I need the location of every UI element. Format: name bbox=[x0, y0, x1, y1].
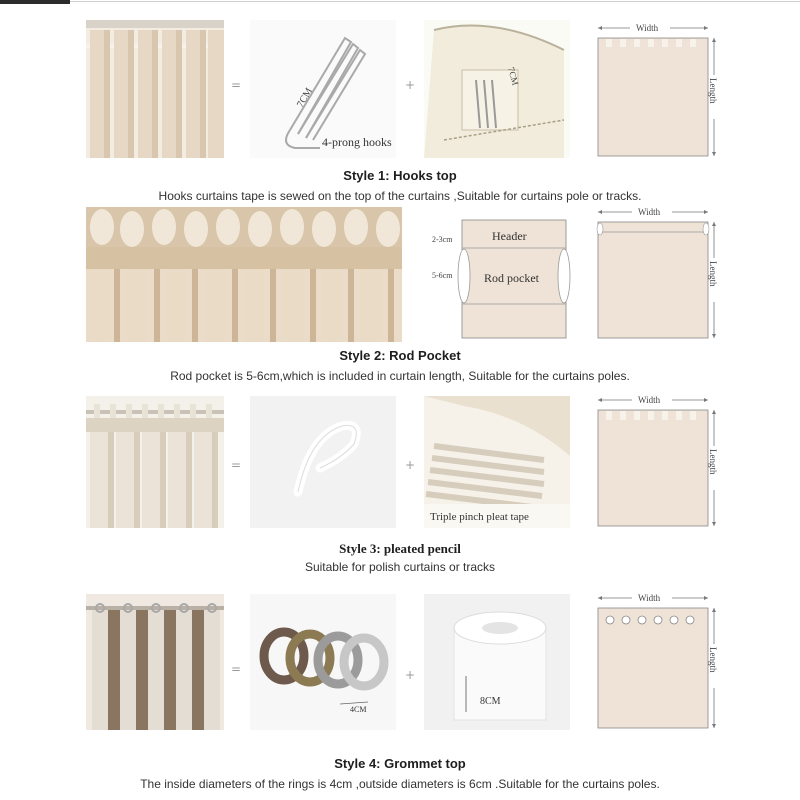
style-3-description: Suitable for polish curtains or tracks bbox=[304, 560, 496, 574]
style-4-size-diagram bbox=[596, 592, 722, 730]
length-label: Length bbox=[708, 78, 718, 104]
equals-sign: = bbox=[231, 78, 242, 92]
width-label: Width bbox=[638, 395, 661, 405]
pleat-tape-label: Triple pinch pleat tape bbox=[430, 511, 529, 523]
style-4-curtain-photo bbox=[86, 594, 224, 730]
style-2-title: Style 2: Rod Pocket bbox=[339, 348, 461, 363]
tape-size-label: 8CM bbox=[480, 696, 501, 707]
style-4-description: The inside diameters of the rings is 4cm ,outside diameters is 6cm .Suitable for the curtains poles. bbox=[140, 777, 660, 791]
style-1-hook-photo bbox=[250, 20, 396, 158]
style-3-title: Style 3: pleated pencil bbox=[339, 541, 461, 556]
header-label: Header bbox=[492, 229, 527, 243]
style-2-curtain-photo bbox=[86, 207, 402, 342]
hook-name-label: 4-prong hooks bbox=[322, 135, 392, 149]
hook-size-label: 7CM bbox=[295, 86, 315, 110]
top-divider bbox=[0, 0, 800, 4]
plus-sign: + bbox=[405, 458, 416, 472]
pocket-size-label: 5-6cm bbox=[432, 271, 453, 280]
style-2-rod-pocket-diagram bbox=[430, 216, 578, 342]
tape-size-label: 7CM bbox=[506, 65, 521, 87]
length-label: Length bbox=[708, 261, 718, 287]
style-3-tape-photo bbox=[424, 396, 570, 528]
width-label: Width bbox=[636, 23, 659, 33]
equals-sign: = bbox=[231, 458, 242, 472]
style-4-tape-photo bbox=[424, 594, 570, 730]
ring-size-label: 4CM bbox=[350, 705, 367, 714]
style-3-hook-photo bbox=[250, 396, 396, 528]
style-2-description: Rod pocket is 5-6cm,which is included in curtain length, Suitable for the curtains poles. bbox=[170, 369, 630, 383]
length-label: Length bbox=[708, 449, 718, 475]
width-label: Width bbox=[638, 207, 661, 217]
top-divider-accent bbox=[0, 0, 70, 4]
style-4-title: Style 4: Grommet top bbox=[334, 756, 466, 771]
plus-sign: + bbox=[405, 668, 416, 682]
style-1-title: Style 1: Hooks top bbox=[343, 168, 457, 183]
header-size-label: 2-3cm bbox=[432, 235, 453, 244]
top-divider-line bbox=[70, 1, 800, 2]
style-1-tape-photo bbox=[424, 20, 570, 158]
length-label: Length bbox=[708, 647, 718, 673]
style-2-size-diagram bbox=[596, 206, 722, 342]
style-3-size-diagram bbox=[596, 394, 722, 528]
width-label: Width bbox=[638, 593, 661, 603]
style-1-curtain-photo bbox=[86, 20, 224, 158]
style-4-ring-photo bbox=[250, 594, 396, 730]
style-1-size-diagram bbox=[596, 20, 722, 158]
equals-sign: = bbox=[231, 662, 242, 676]
plus-sign: + bbox=[405, 78, 416, 92]
rod-pocket-label: Rod pocket bbox=[484, 271, 539, 285]
style-1-description: Hooks curtains tape is sewed on the top of the curtains ,Suitable for curtains pole or tracks. bbox=[158, 189, 642, 203]
style-3-curtain-photo bbox=[86, 396, 224, 528]
